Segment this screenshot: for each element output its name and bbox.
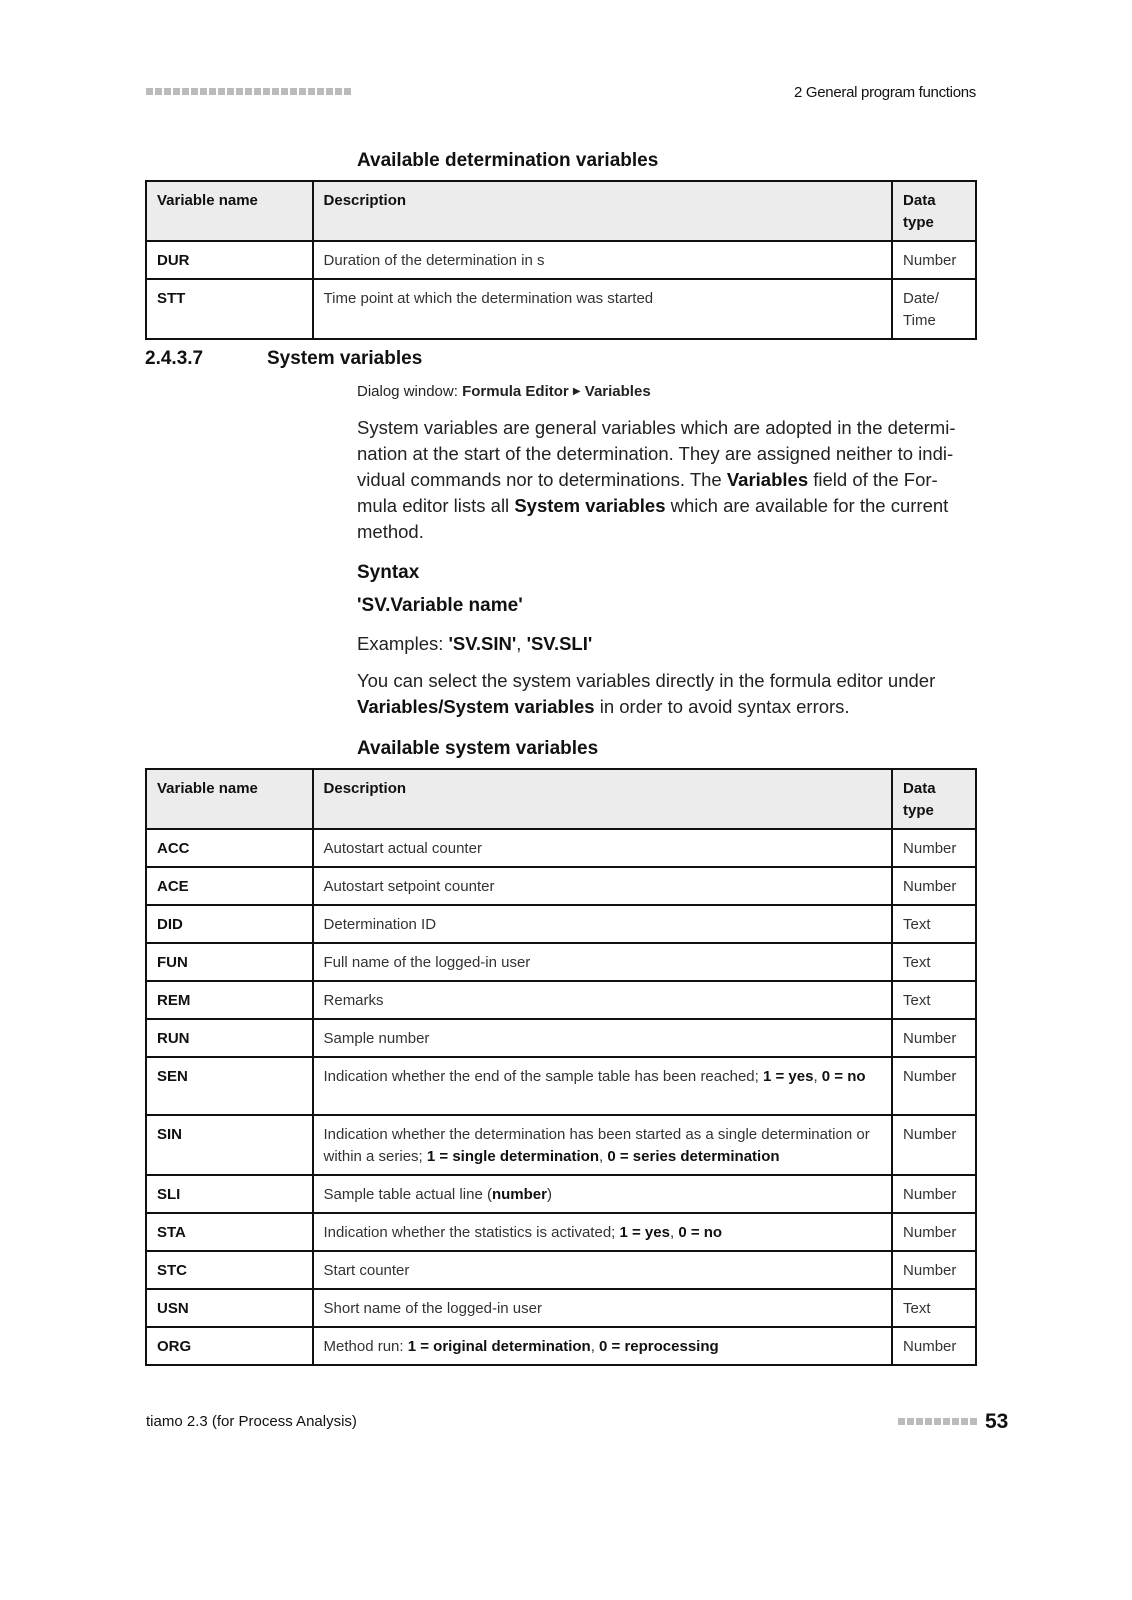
square-decoration — [272, 88, 279, 95]
table-title: Available determination variables — [357, 150, 659, 171]
text-segment: , — [516, 633, 527, 654]
text-segment: Autostart setpoint counter — [323, 878, 495, 895]
hint-paragraph — [357, 668, 987, 720]
text-segment: ) — [546, 1186, 552, 1203]
square-decoration — [200, 88, 207, 95]
text-segment: Start counter — [323, 1262, 410, 1279]
variable-description — [313, 279, 893, 339]
column-header: Data type — [892, 181, 976, 241]
data-type: Text — [892, 943, 976, 981]
text-segment: Autostart actual counter — [323, 840, 482, 857]
text-segment: , — [669, 1224, 679, 1241]
text-segment: vidual commands nor to determinations. The — [357, 469, 727, 490]
data-type: Number — [892, 829, 976, 867]
variable-description — [313, 1251, 893, 1289]
bold-text: 'SV.SIN' — [448, 633, 517, 654]
variable-description — [313, 829, 893, 867]
square-decoration — [290, 88, 297, 95]
text-segment: field of the For- — [808, 469, 938, 490]
text-line — [357, 694, 987, 720]
text-line — [357, 519, 987, 545]
dialog-path-sub: Variables — [584, 383, 651, 400]
square-decoration — [952, 1418, 959, 1425]
variable-name: DID — [146, 905, 313, 943]
intro-paragraph — [357, 415, 987, 545]
data-type: Number — [892, 1115, 976, 1175]
text-segment: System variables are general variables which are adopted in the determi- — [357, 417, 956, 438]
square-decoration — [335, 88, 342, 95]
dialog-path — [357, 383, 651, 400]
variable-description — [313, 1213, 893, 1251]
examples-line — [357, 631, 987, 657]
text-segment: Sample number — [323, 1030, 430, 1047]
variable-name: RUN — [146, 1019, 313, 1057]
data-type: Text — [892, 981, 976, 1019]
variable-name: FUN — [146, 943, 313, 981]
variable-description — [313, 905, 893, 943]
square-decoration — [191, 88, 198, 95]
data-type: Number — [892, 1057, 976, 1115]
variable-description — [313, 1289, 893, 1327]
table-row — [146, 1019, 976, 1057]
square-decoration — [146, 88, 153, 95]
variable-description — [313, 981, 893, 1019]
variable-name: SEN — [146, 1057, 313, 1115]
determination-variables-table — [145, 180, 977, 340]
text-line — [357, 415, 987, 441]
footer-page — [898, 1410, 1008, 1434]
text-segment: You can select the system variables directly in the formula editor under — [357, 670, 936, 691]
column-header: Variable name — [146, 181, 313, 241]
dialog-prefix: Dialog window: — [357, 383, 463, 400]
text-line — [357, 493, 987, 519]
bold-text: 1 = original determination — [407, 1338, 591, 1355]
square-decoration — [970, 1418, 977, 1425]
variable-name: STT — [146, 279, 313, 339]
table-row — [146, 905, 976, 943]
variable-name: USN — [146, 1289, 313, 1327]
square-decoration — [155, 88, 162, 95]
table-header-row — [146, 181, 976, 241]
square-decoration — [934, 1418, 941, 1425]
variable-name: SLI — [146, 1175, 313, 1213]
bold-text: 0 = reprocessing — [599, 1338, 719, 1355]
data-type: Date/ Time — [892, 279, 976, 339]
running-header: 2 General program functions — [793, 84, 976, 101]
square-decoration — [925, 1418, 932, 1425]
text-segment: in order to avoid syntax errors. — [594, 696, 850, 717]
syntax-format: 'SV.Variable name' — [357, 595, 523, 616]
table-row — [146, 1289, 976, 1327]
data-type: Number — [892, 1213, 976, 1251]
footer-product: tiamo 2.3 (for Process Analysis) — [146, 1413, 357, 1430]
square-decoration — [961, 1418, 968, 1425]
table-title: Available system variables — [357, 738, 599, 759]
text-segment: Remarks — [323, 992, 384, 1009]
variable-description — [313, 1115, 893, 1175]
square-decoration — [236, 88, 243, 95]
column-header: Data type — [892, 769, 976, 829]
variable-name: SIN — [146, 1115, 313, 1175]
table-header-row — [146, 769, 976, 829]
text-segment: Indication whether the statistics is activated; — [323, 1224, 620, 1241]
column-header: Description — [313, 769, 893, 829]
bold-text: Variables — [726, 469, 809, 490]
syntax-heading: Syntax — [357, 562, 420, 583]
bold-text: number — [491, 1186, 547, 1203]
text-segment: Short name of the logged-in user — [323, 1300, 542, 1317]
bold-text: 0 = no — [821, 1068, 866, 1085]
text-segment: Full name of the logged-in user — [323, 954, 531, 971]
variable-name: ORG — [146, 1327, 313, 1365]
text-line — [357, 668, 987, 694]
square-decoration — [317, 88, 324, 95]
variable-name: ACC — [146, 829, 313, 867]
variable-description — [313, 1327, 893, 1365]
square-decoration — [245, 88, 252, 95]
square-decoration — [308, 88, 315, 95]
variable-name: STC — [146, 1251, 313, 1289]
data-type: Number — [892, 1251, 976, 1289]
square-decoration — [182, 88, 189, 95]
text-segment: Method run: — [323, 1338, 408, 1355]
square-decoration — [227, 88, 234, 95]
text-segment: nation at the start of the determination. They are assigned neither to indi- — [357, 443, 954, 464]
table-row — [146, 241, 976, 279]
table-row — [146, 1057, 976, 1115]
column-header: Description — [313, 181, 893, 241]
text-segment: which are available for the current — [665, 495, 949, 516]
bold-text: 'SV.SLI' — [526, 633, 593, 654]
table-row — [146, 981, 976, 1019]
square-decoration — [254, 88, 261, 95]
square-decoration — [164, 88, 171, 95]
variable-description — [313, 1175, 893, 1213]
square-decoration — [916, 1418, 923, 1425]
dialog-path-main: Formula Editor — [462, 383, 569, 400]
triangle-right-icon: ▶ — [572, 386, 581, 397]
square-decoration — [326, 88, 333, 95]
text-segment: method. — [357, 521, 424, 542]
bold-text: Variables/System variables — [357, 696, 595, 717]
section-number: 2.4.3.7 — [145, 348, 204, 369]
variable-name: ACE — [146, 867, 313, 905]
variable-description — [313, 867, 893, 905]
text-segment: Indication whether the end of the sample table has been reached; — [323, 1068, 763, 1085]
table-row — [146, 1327, 976, 1365]
text-segment: , — [599, 1148, 608, 1165]
table-row — [146, 1251, 976, 1289]
square-decoration — [281, 88, 288, 95]
table-row — [146, 943, 976, 981]
table-row — [146, 279, 976, 339]
bold-text: System variables — [514, 495, 666, 516]
square-decoration — [209, 88, 216, 95]
data-type: Number — [892, 1019, 976, 1057]
text-line — [357, 441, 987, 467]
variable-name: DUR — [146, 241, 313, 279]
text-segment: , — [813, 1068, 822, 1085]
data-type: Number — [892, 241, 976, 279]
text-line — [357, 467, 987, 493]
table-row — [146, 1175, 976, 1213]
data-type: Number — [892, 1175, 976, 1213]
table-row — [146, 829, 976, 867]
system-variables-table — [145, 768, 977, 1366]
table-row — [146, 1115, 976, 1175]
square-decoration — [943, 1418, 950, 1425]
text-segment: Examples: — [357, 633, 449, 654]
data-type: Text — [892, 1289, 976, 1327]
square-decoration — [344, 88, 351, 95]
square-decoration — [263, 88, 270, 95]
data-type: Number — [892, 867, 976, 905]
variable-description — [313, 241, 893, 279]
table-row — [146, 1213, 976, 1251]
variable-description — [313, 943, 893, 981]
text-segment: mula editor lists all — [357, 495, 515, 516]
bold-text: 0 = series determination — [607, 1148, 780, 1165]
column-header: Variable name — [146, 769, 313, 829]
text-segment: , — [590, 1338, 600, 1355]
data-type: Text — [892, 905, 976, 943]
page-number: 53 — [985, 1410, 1009, 1433]
bold-text: 1 = yes — [762, 1068, 814, 1085]
section-title: System variables — [267, 348, 423, 369]
variable-name: STA — [146, 1213, 313, 1251]
bold-text: 1 = yes — [619, 1224, 670, 1241]
header-decoration — [146, 88, 353, 95]
text-segment: Duration of the determination in s — [323, 252, 545, 269]
table-row — [146, 867, 976, 905]
data-type: Number — [892, 1327, 976, 1365]
variable-description — [313, 1019, 893, 1057]
bold-text: 0 = no — [678, 1224, 723, 1241]
square-decoration — [898, 1418, 905, 1425]
text-segment: Indication whether the determination has been started as a single determination or within a series; — [323, 1126, 870, 1165]
square-decoration — [218, 88, 225, 95]
square-decoration — [173, 88, 180, 95]
text-segment: Time point at which the determination was started — [323, 290, 654, 307]
square-decoration — [907, 1418, 914, 1425]
variable-description — [313, 1057, 893, 1115]
square-decoration — [299, 88, 306, 95]
variable-name: REM — [146, 981, 313, 1019]
bold-text: 1 = single determination — [426, 1148, 600, 1165]
text-segment: Determination ID — [323, 916, 437, 933]
text-segment: Sample table actual line ( — [323, 1186, 492, 1203]
